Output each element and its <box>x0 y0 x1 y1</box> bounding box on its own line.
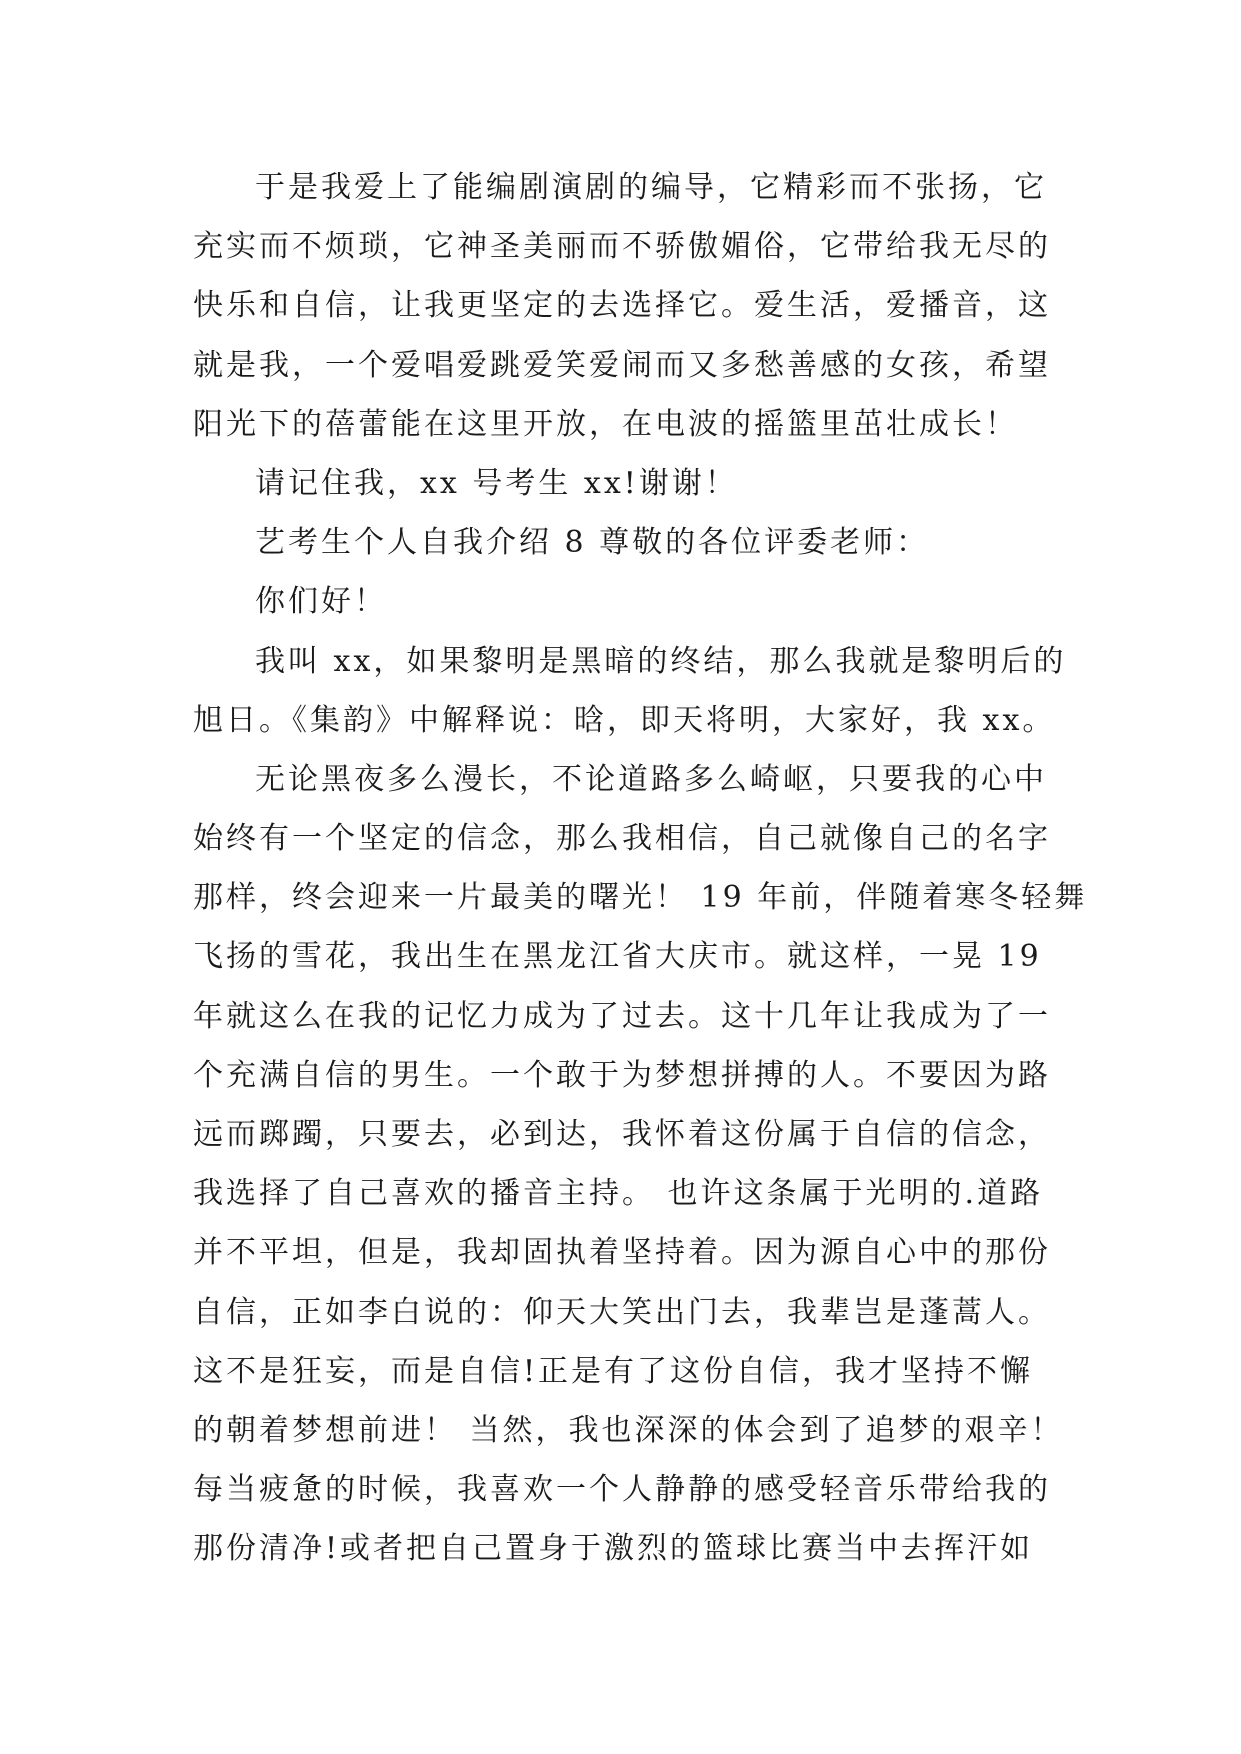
text-line: 就是我，一个爱唱爱跳爱笑爱闹而又多愁善感的女孩，希望 <box>193 347 1051 383</box>
text-line: 充实而不烦琐，它神圣美丽而不骄傲媚俗，它带给我无尽的 <box>193 229 1051 265</box>
text-line: 艺考生个人自我介绍 8 尊敬的各位评委老师： <box>255 525 930 561</box>
text-line: 快乐和自信，让我更坚定的去选择它。爱生活，爱播音，这 <box>193 288 1051 324</box>
text-line: 我选择了自己喜欢的播音主持。 也许这条属于光明的.道路 <box>193 1176 1044 1212</box>
text-line: 阳光下的蓓蕾能在这里开放，在电波的摇篮里茁壮成长！ <box>193 406 1018 442</box>
text-line: 并不平坦，但是，我却固执着坚持着。因为源自心中的那份 <box>193 1235 1051 1271</box>
text-line: 自信，正如李白说的：仰天大笑出门去，我辈岂是蓬蒿人。 <box>193 1294 1051 1330</box>
text-line: 这不是狂妄，而是自信!正是有了这份自信，我才坚持不懈 <box>193 1353 1034 1389</box>
text-line: 那样，终会迎来一片最美的曙光！ 19 年前，伴随着寒冬轻舞 <box>193 880 1088 916</box>
text-line: 的朝着梦想前进！ 当然，我也深深的体会到了追梦的艰辛！ <box>193 1412 1064 1448</box>
text-line: 无论黑夜多么漫长，不论道路多么崎岖，只要我的心中 <box>255 761 1047 797</box>
text-line: 个充满自信的男生。一个敢于为梦想拼搏的人。不要因为路 <box>193 1057 1051 1093</box>
text-line: 那份清净!或者把自己置身于激烈的篮球比赛当中去挥汗如 <box>193 1531 1034 1567</box>
text-line: 请记住我，xx 号考生 xx!谢谢！ <box>255 465 738 501</box>
text-line: 年就这么在我的记忆力成为了过去。这十几年让我成为了一 <box>193 998 1051 1034</box>
text-line: 每当疲惫的时候，我喜欢一个人静静的感受轻音乐带给我的 <box>193 1472 1051 1508</box>
body-text <box>193 158 1088 1579</box>
text-line: 远而踯躅，只要去，必到达，我怀着这份属于自信的信念， <box>193 1117 1051 1152</box>
text-line: 飞扬的雪花，我出生在黑龙江省大庆市。就这样，一晃 19 <box>193 939 1042 975</box>
text-line: 始终有一个坚定的信念，那么我相信，自己就像自己的名字 <box>193 821 1051 857</box>
text-line: 你们好！ <box>255 584 387 620</box>
text-line: 我叫 xx，如果黎明是黑暗的终结，那么我就是黎明后的 <box>255 643 1067 679</box>
text-line: 旭日。《集韵》中解释说：晗，即天将明，大家好，我 xx。 <box>193 702 1056 738</box>
text-line: 于是我爱上了能编剧演剧的编导，它精彩而不张扬，它 <box>255 170 1047 205</box>
